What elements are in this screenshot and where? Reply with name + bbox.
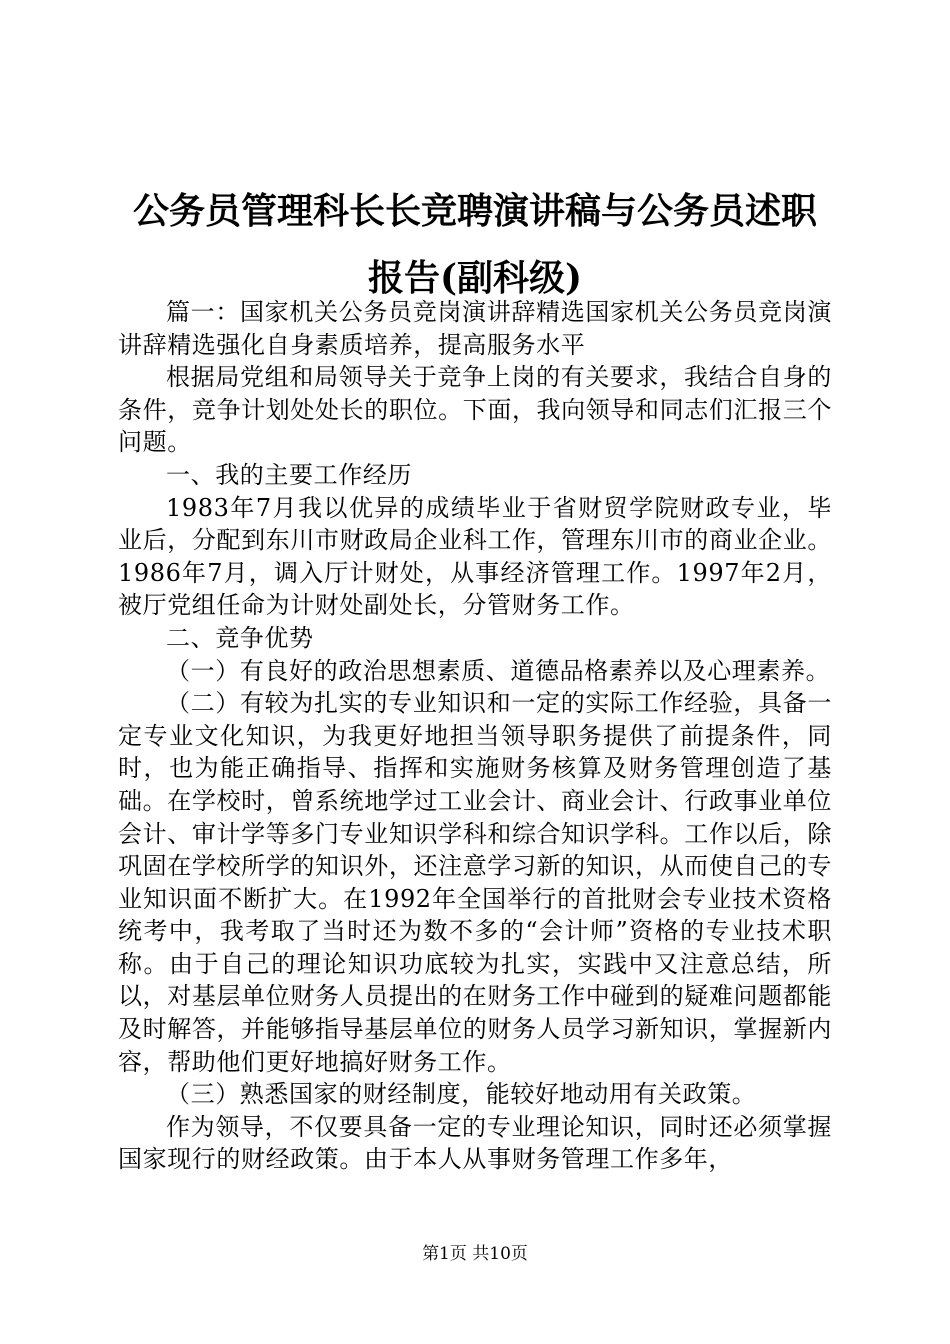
- paragraph-advantage-3: （三）熟悉国家的财经制度，能较好地动用有关政策。: [166, 1080, 757, 1109]
- paragraph-advantage-2: （二）有较为扎实的专业知识和一定的实际工作经验，具备一定专业文化知识，为我更好地担当领导职务提供了前提条件，同时，也为能正确指导、指挥和实施财务核算及财务管理创造了基础。在学校时，曾系统地学过工业会计、商业会计、行政事业单位会计、审计学等多门专业知识学科和综合知识学科。工作以后，除巩固在学校所学的知识外，还注意学习新的知识，从而使自己的专业知识面不断扩大。在1992年全国举行的首批财会专业技术资格统考中，我考取了当时还为数不多的“会计师”资格的专业技术职称。由于自己的理论知识功底较为扎实，实践中又注意总结，所以，对基层单位财务人员提出的在财务工作中碰到的疑难问题都能及时解答，并能够指导基层单位的财务人员学习新知识，掌握新内容，帮助他们更好地搞好财务工作。: [118, 689, 832, 1076]
- paragraph-policy: 作为领导，不仅要具备一定的专业理论知识，同时还必须掌握国家现行的财经政策。由于本人从事财务管理工作多年，: [118, 1112, 832, 1174]
- section-heading-advantages: 二、竞争优势: [166, 623, 314, 652]
- section-heading-work-experience: 一、我的主要工作经历: [166, 460, 412, 489]
- page-number-footer: 第1页 共10页: [422, 1244, 528, 1264]
- paragraph-opening: 根据局党组和局领导关于竞争上岗的有关要求，我结合自身的条件，竞争计划处处长的职位。下面，我向领导和同志们汇报三个问题。: [118, 363, 832, 457]
- paragraph-intro: 篇一：国家机关公务员竞岗演讲辞精选国家机关公务员竞岗演讲辞精选强化自身素质培养，提高服务水平: [118, 298, 832, 359]
- document-body: [118, 296, 832, 1176]
- paragraph-work-experience: 1983年7月我以优异的成绩毕业于省财贸学院财政专业，毕业后，分配到东川市财政局企业科工作，管理东川市的商业企业。1986年7月，调入厅计财处，从事经济管理工作。1997年2月，被厅党组任命为计财处副处长，分管财务工作。: [118, 493, 832, 620]
- paragraph-advantage-1: （一）有良好的政治思想素质、道德品格素养以及心理素养。: [166, 656, 831, 685]
- document-title: 公务员管理科长长竞聘演讲稿与公务员述职报告(副科级): [132, 190, 817, 299]
